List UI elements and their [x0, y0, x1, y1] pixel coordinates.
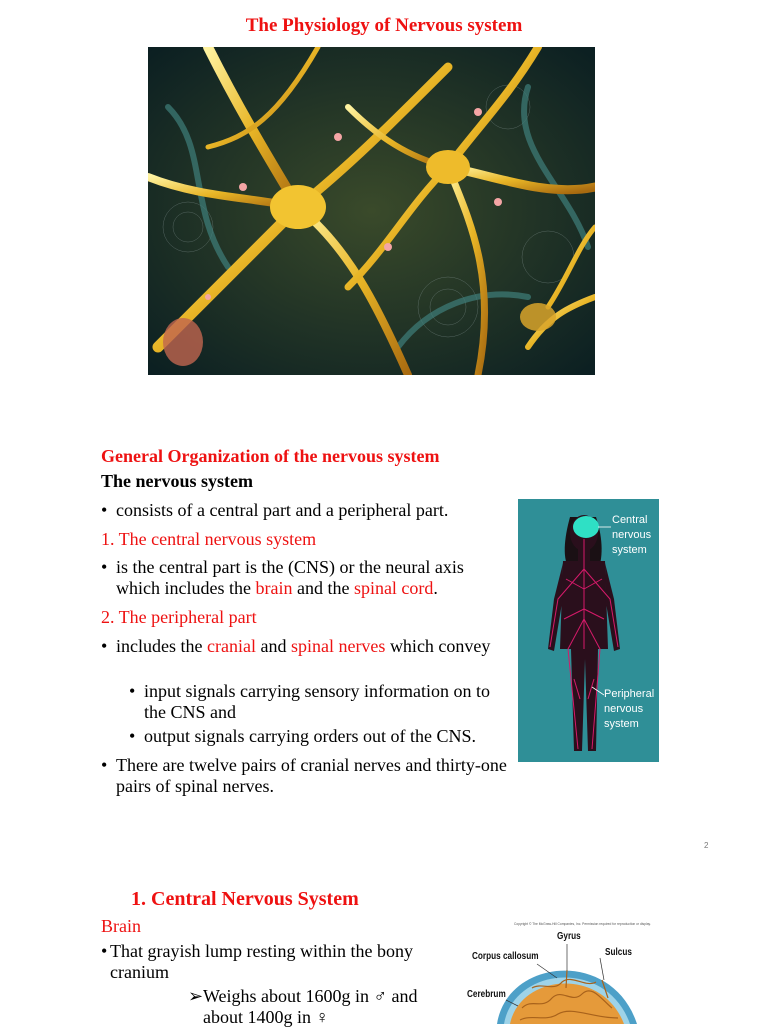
copyright-note: Copyright © The McGraw-Hill Companies, Inc. Permission required for reproduction or display. [514, 921, 651, 926]
label-gyrus: Gyrus [557, 931, 581, 942]
bullet-text: is the central part is the (CNS) or the neural axis which includes the brain and the spinal cord. [116, 557, 464, 598]
bullet-marker: • [129, 681, 136, 701]
label-sulcus: Sulcus [605, 947, 632, 958]
bullet-marker: • [101, 755, 108, 775]
bullet-marker: • [129, 726, 136, 746]
section-heading: General Organization of the nervous system [101, 446, 440, 466]
bullet-text: That grayish lump resting within the bony cranium [110, 941, 413, 982]
pns-heading: 2. The peripheral part [101, 607, 257, 627]
section2-heading: 1. Central Nervous System [131, 888, 359, 910]
page-number: 2 [704, 841, 709, 850]
cns-heading: 1. The central nervous system [101, 529, 317, 549]
bullet-text: consists of a central part and a peripheral part. [116, 500, 449, 520]
term-spinal-cord: spinal cord [353, 578, 434, 598]
label-corpus-callosum: Corpus callosum [472, 951, 539, 962]
bullet-marker: • [101, 636, 108, 656]
term-cranial: cranial [206, 636, 256, 656]
bullet-text: input signals carrying sensory information on to the CNS and [144, 681, 490, 722]
bullet-text: includes the cranial and spinal nerves which convey [116, 636, 491, 656]
label-cerebrum: Cerebrum [467, 989, 506, 1000]
section-subheading: The nervous system [101, 471, 253, 491]
bullet-marker: • [101, 557, 108, 577]
arrow-marker: ➢ [188, 986, 204, 1006]
label-central: Central nervous system [612, 514, 652, 556]
brain-heading: Brain [101, 916, 141, 936]
page-title: The Physiology of Nervous system [245, 15, 523, 36]
bullet-text: output signals carrying orders out of the CNS. [144, 726, 476, 746]
bullet-text: There are twelve pairs of cranial nerves and thirty-one pairs of spinal nerves. [116, 755, 507, 796]
bullet-marker: • [101, 500, 108, 520]
brain-figure [462, 918, 662, 1024]
bullet-marker: • [101, 941, 108, 961]
bullet-text: Weighs about 1600g in ♂ and about 1400g in ♀ [203, 986, 418, 1027]
label-peripheral: Peripheral nervous system [604, 688, 655, 730]
nervous-system-figure [518, 499, 659, 762]
term-brain: brain [255, 578, 293, 598]
term-spinal-nerves: spinal nerves [290, 636, 386, 656]
neuron-illustration [148, 47, 595, 375]
